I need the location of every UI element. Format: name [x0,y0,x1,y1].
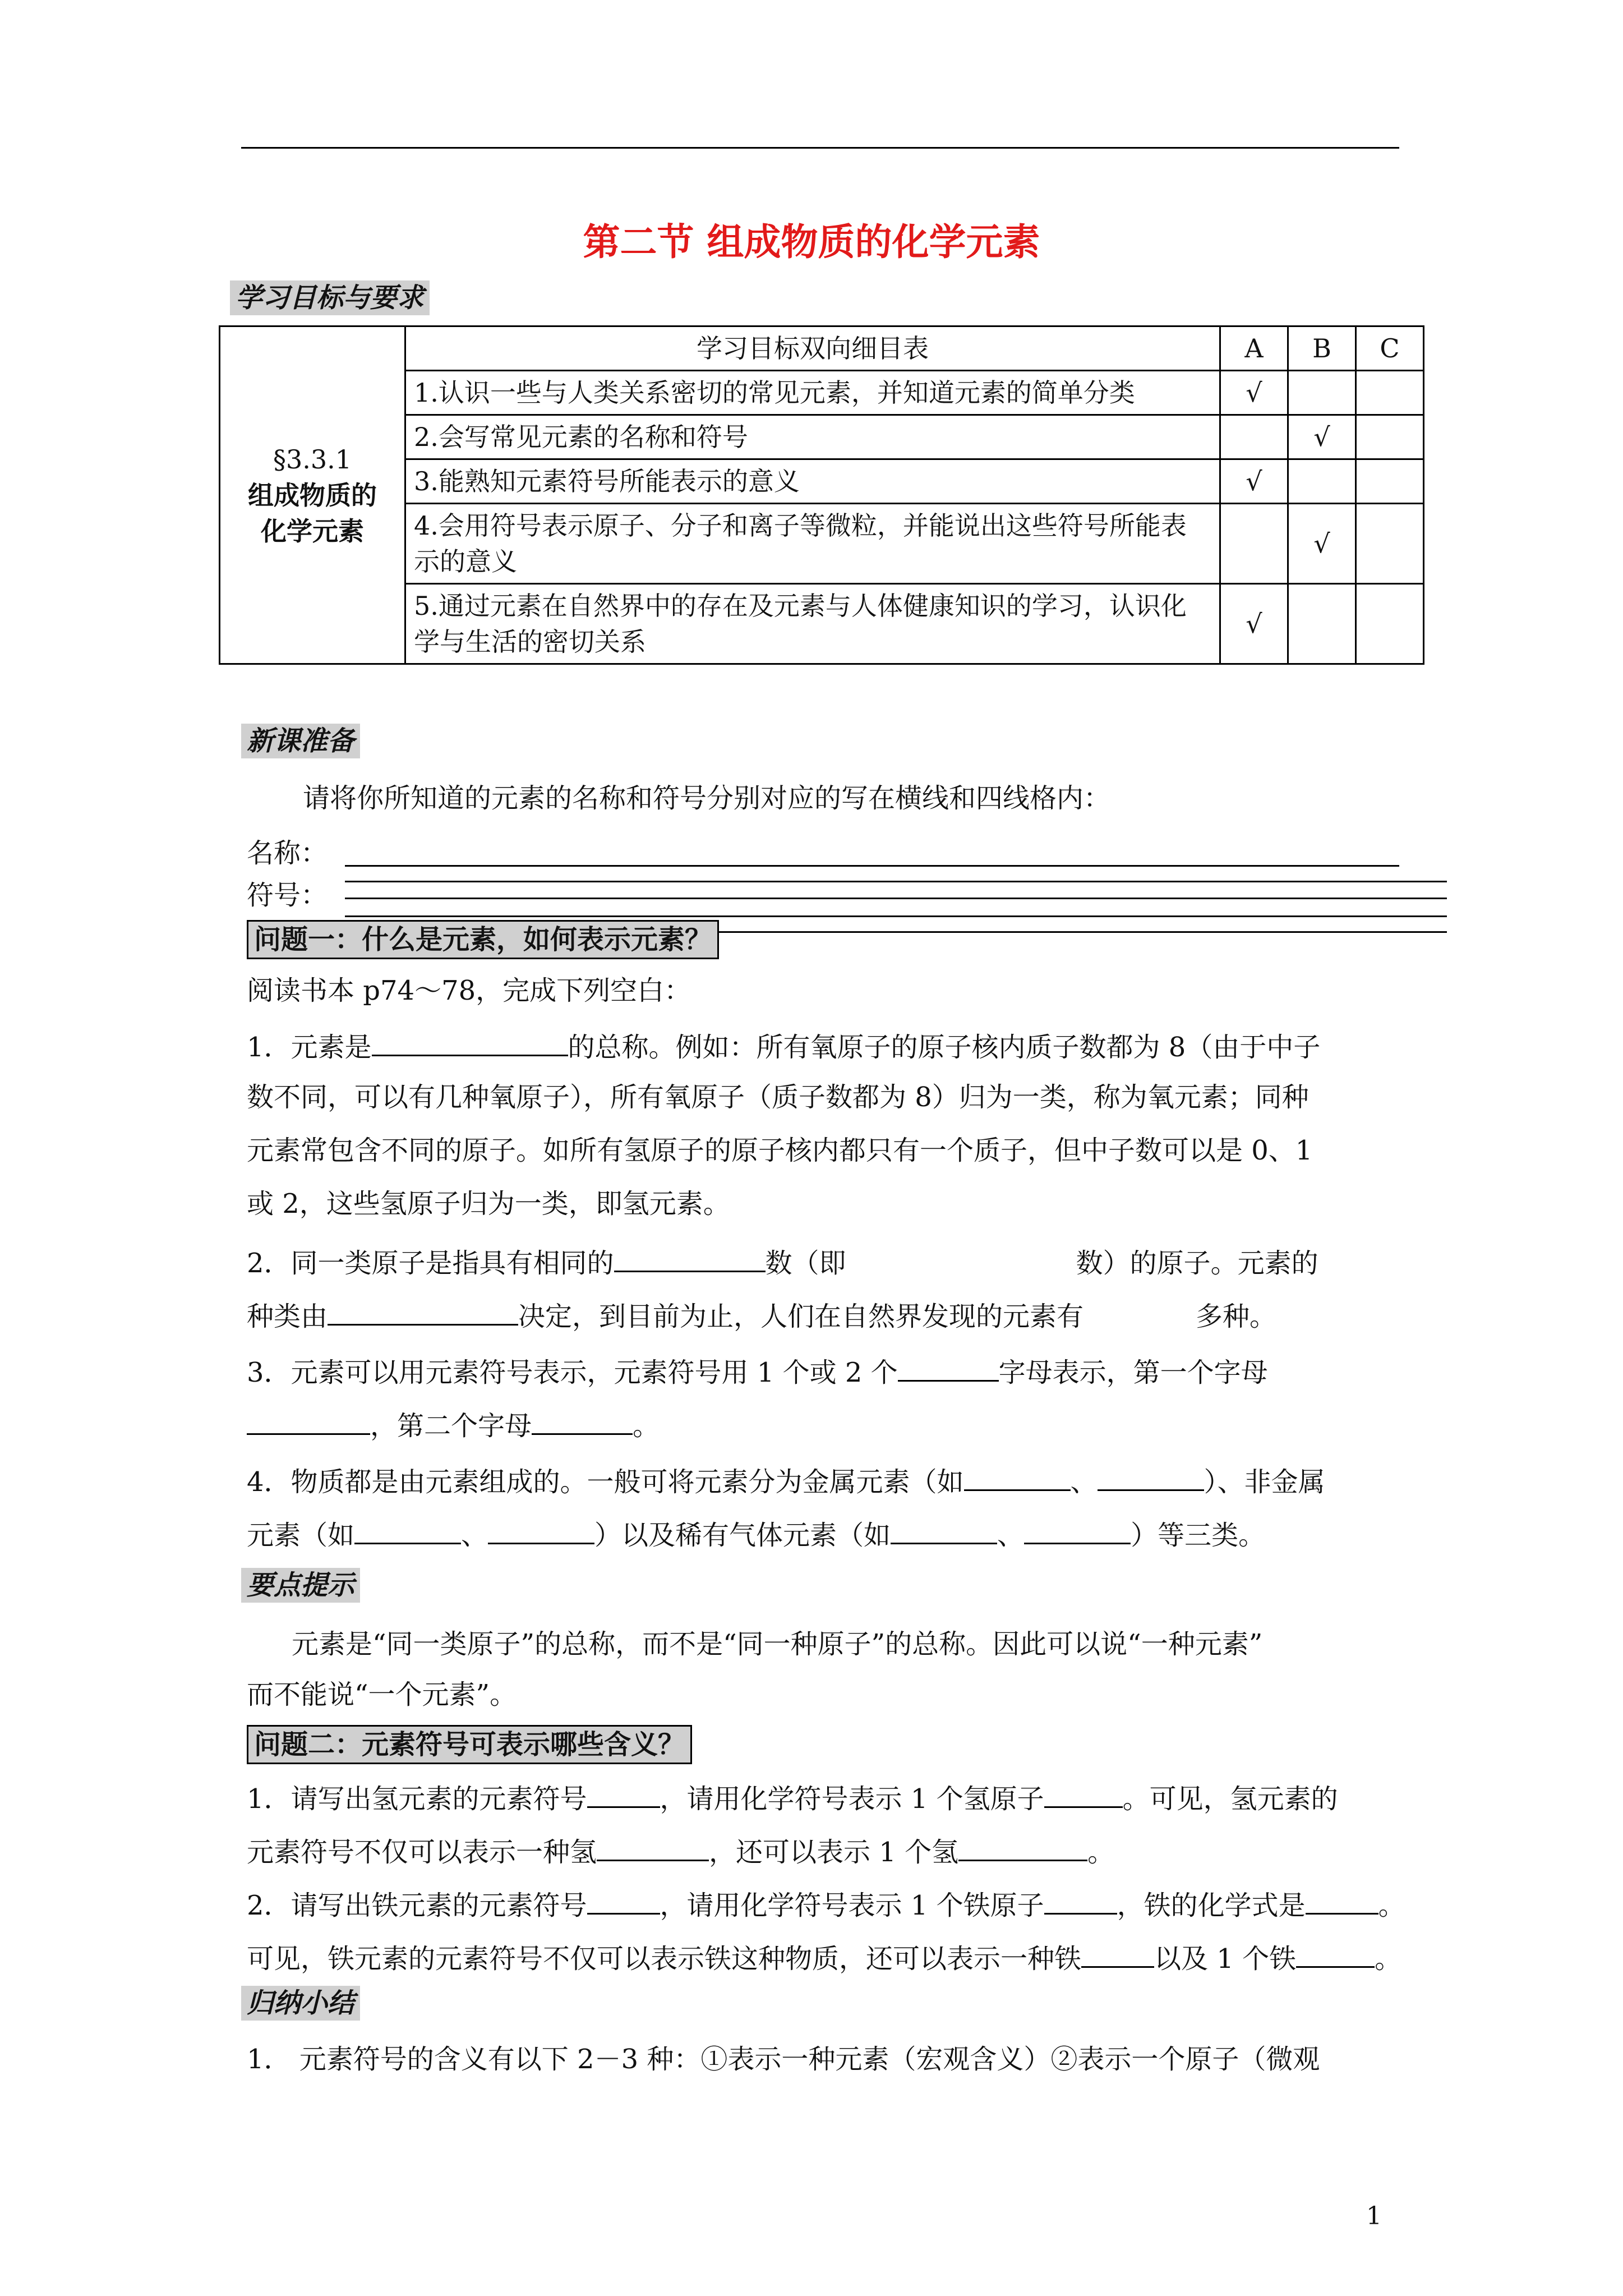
q1-item-3-line-1: 3．元素可以用元素符号表示，元素符号用 1 个或 2 个 字母表示，第一个字母 [247,1352,1268,1390]
question-1-heading: 问题一：什么是元素，如何表示元素？ [247,920,719,959]
mark-a: √ [1220,459,1288,504]
mark-c [1356,459,1424,504]
mark-c [1356,504,1424,584]
mark-a [1220,504,1288,584]
q1-item-2-line-2: 种类由 决定，到目前为止，人们在自然界发现的元素有 多种。 [247,1296,1276,1334]
q2-item-1-line-2: 元素符号不仅可以表示一种氢 ，还可以表示 1 个氢 。 [247,1832,1114,1870]
goals-table [219,325,1424,665]
answer-blank[interactable] [891,1515,997,1544]
q1-item-4-line-2: 元素（如 、 ）以及稀有气体元素（如 、 ）等三类。 [247,1515,1265,1553]
answer-blank[interactable] [1044,1778,1123,1808]
answer-blank[interactable] [247,1405,370,1435]
q1-item-1-line-4: 或 2，这些氢原子归为一类，即氢元素。 [247,1188,730,1220]
q1-item-2-line-1: 2．同一类原子是指具有相同的 数（即 数）的原子。元素的 [247,1243,1318,1281]
col-c-header: C [1356,326,1424,371]
q2-item-2-line-1: 2．请写出铁元素的元素符号 ，请用化学符号表示 1 个铁原子 ，铁的化学式是 。 [247,1885,1405,1923]
section-key-heading: 要点提示 [241,1568,360,1603]
key-point-line-1: 元素是“同一类原子”的总称，而不是“同一种原子”的总称。因此可以说“一种元素” [292,1628,1263,1660]
col-a-header: A [1220,326,1288,371]
page-number: 1 [1366,2202,1382,2230]
col-b-header: B [1288,326,1356,371]
intro-text: 请将你所知道的元素的名称和符号分别对应的写在横线和四线格内： [303,783,1111,814]
name-label: 名称： [247,838,328,869]
answer-blank[interactable] [597,1832,709,1861]
goal-text: 2.会写常见元素的名称和符号 [405,415,1220,459]
mark-b [1288,459,1356,504]
four-line-grid-3 [345,915,1447,917]
table-left-cell [220,326,405,664]
answer-blank[interactable] [1024,1515,1131,1544]
answer-blank[interactable] [328,1296,518,1326]
goal-text: 3.能熟知元素符号所能表示的意义 [405,459,1220,504]
mark-a: √ [1220,584,1288,664]
goal-text: 1.认识一些与人类关系密切的常见元素，并知道元素的简单分类 [405,371,1220,415]
section-new-heading: 新课准备 [241,724,360,758]
answer-blank[interactable] [1296,1938,1375,1968]
answer-blank[interactable] [354,1515,461,1544]
mark-c [1356,584,1424,664]
answer-blank[interactable] [898,1352,999,1382]
answer-blank[interactable] [488,1515,594,1544]
table-header: 学习目标双向细目表 [405,326,1220,371]
answer-blank[interactable] [372,1027,568,1056]
q1-item-1-line-3: 元素常包含不同的原子。如所有氢原子的原子核内都只有一个质子，但中子数可以是 0、1 [247,1135,1313,1166]
q1-reading-instruction: 阅读书本 p74～78，完成下列空白： [247,975,691,1006]
goal-text: 4.会用符号表示原子、分子和离子等微粒，并能说出这些符号所能表示的意义 [405,504,1220,584]
name-line[interactable] [345,865,1399,867]
q1-item-1-line-2: 数不同，可以有几种氧原子），所有氧原子（质子数都为 8）归为一类，称为氧元素；同种 [247,1082,1309,1113]
topic-line-1: 组成物质的 [248,480,377,510]
answer-blank[interactable] [964,1461,1071,1491]
answer-blank[interactable] [958,1832,1087,1861]
answer-blank[interactable] [1098,1461,1204,1491]
mark-a [1220,415,1288,459]
section-summary-heading: 归纳小结 [241,1986,360,2021]
mark-c [1356,415,1424,459]
symbol-label: 符号： [247,880,328,911]
answer-blank[interactable] [1081,1938,1154,1968]
mark-b: √ [1288,415,1356,459]
question-2-heading: 问题二：元素符号可表示哪些含义？ [247,1725,692,1764]
goal-text: 5.通过元素在自然界中的存在及元素与人体健康知识的学习，认识化学与生活的密切关系 [405,584,1220,664]
q2-item-2-line-2: 可见，铁元素的元素符号不仅可以表示铁这种物质，还可以表示一种铁 以及 1 个铁 。 [247,1938,1401,1976]
mark-c [1356,371,1424,415]
key-point-line-2: 而不能说“一个元素”。 [247,1679,517,1710]
section-code: §3.3.1 [273,444,352,475]
answer-blank[interactable] [587,1885,660,1915]
q1-item-4-line-1: 4．物质都是由元素组成的。一般可将元素分为金属元素（如 、 ）、非金属 [247,1461,1325,1499]
header-rule [241,147,1399,149]
four-line-grid-2 [345,898,1447,899]
mark-b [1288,584,1356,664]
q1-item-3-line-2: ，第二个字母 。 [247,1405,660,1443]
answer-blank[interactable] [587,1778,660,1808]
four-line-grid-1 [345,881,1447,882]
q1-item-1-line-1: 1．元素是 的总称。例如：所有氧原子的原子核内质子数都为 8（由于中子 [247,1027,1320,1065]
q2-item-1-line-1: 1．请写出氢元素的元素符号 ，请用化学符号表示 1 个氢原子 。可见，氢元素的 [247,1778,1338,1816]
topic-line-2: 化学元素 [261,516,364,546]
mark-a: √ [1220,371,1288,415]
summary-line-1: 1． 元素符号的含义有以下 2－3 种：①表示一种元素（宏观含义）②表示一个原子（微观 [247,2044,1320,2075]
answer-blank[interactable] [1044,1885,1117,1915]
answer-blank[interactable] [532,1405,633,1435]
answer-blank[interactable] [1306,1885,1378,1915]
mark-b: √ [1288,504,1356,584]
answer-blank[interactable] [614,1243,766,1272]
page-title: 第二节 组成物质的化学元素 [583,220,1040,264]
section-goals-heading: 学习目标与要求 [230,280,430,315]
mark-b [1288,371,1356,415]
